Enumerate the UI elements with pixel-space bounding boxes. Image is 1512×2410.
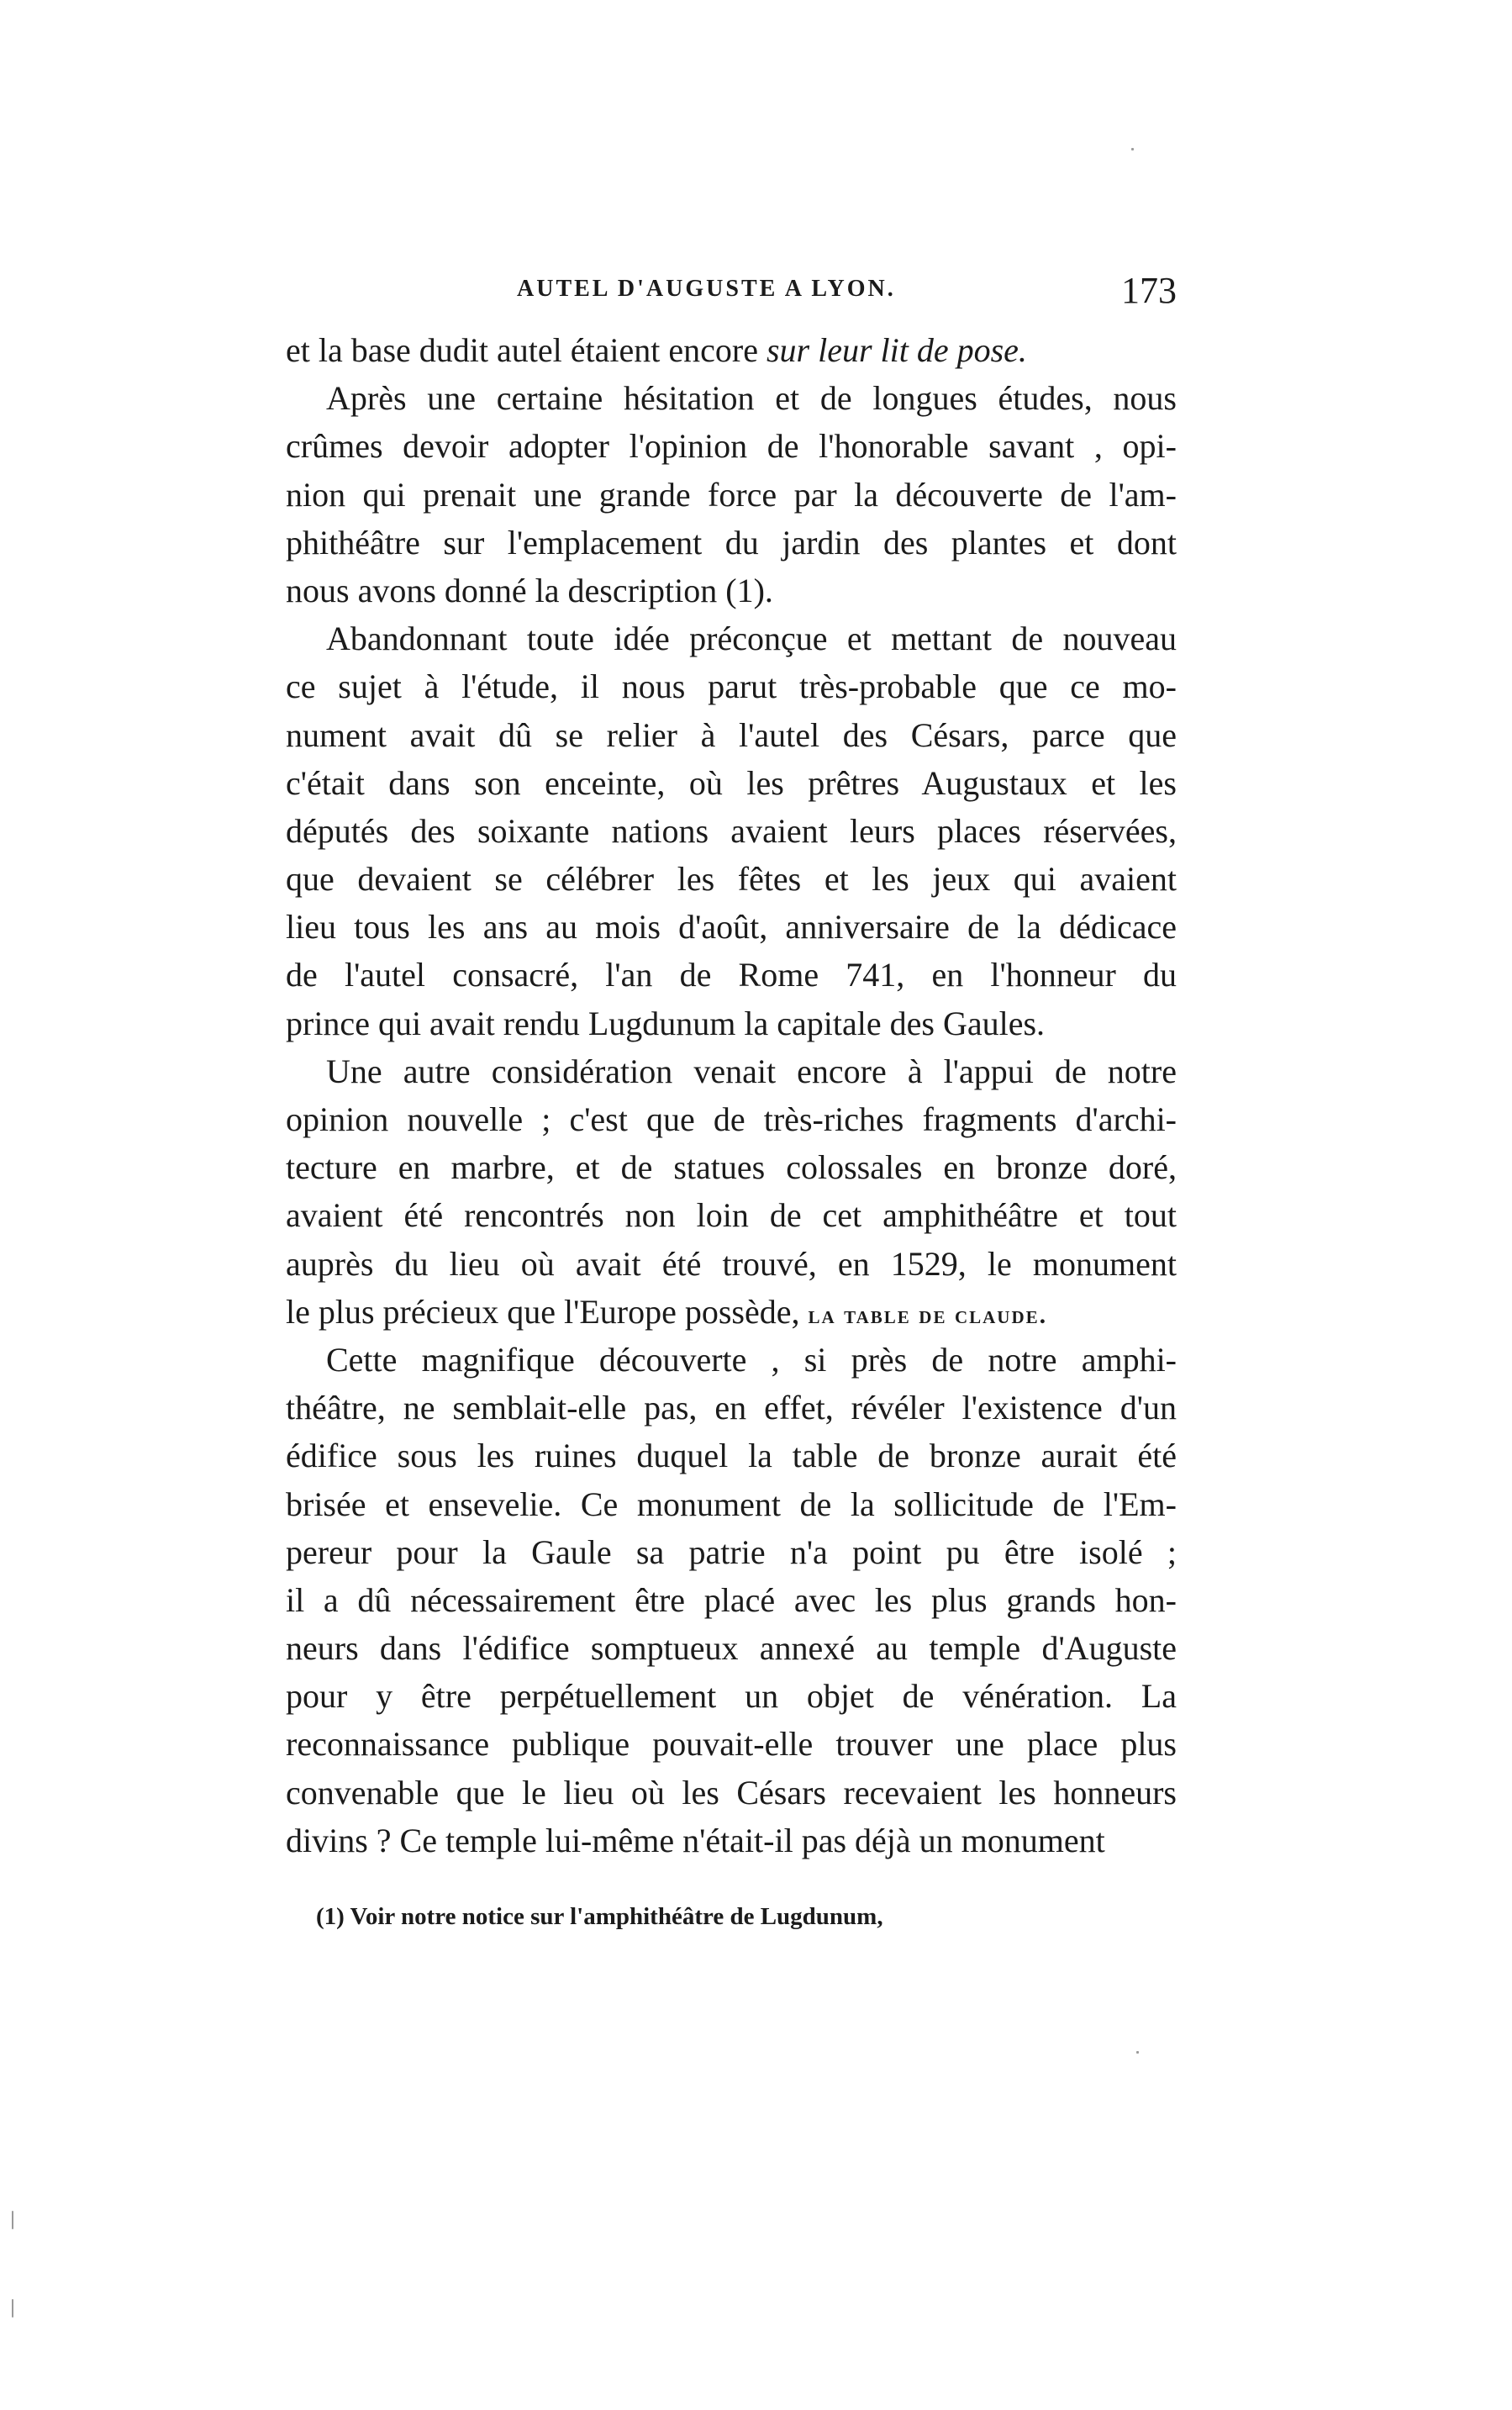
text-line <box>286 807 1177 855</box>
text-line <box>286 1095 1177 1143</box>
footnote: (1) Voir notre notice sur l'amphithéâtre de Lugdunum, <box>316 1903 883 1930</box>
text-line <box>286 519 1177 567</box>
text-run: auprès du lieu où avait été trouvé, en 1529, le monument <box>286 1244 1177 1283</box>
text-line <box>286 471 1177 519</box>
text-line <box>286 1384 1177 1432</box>
text-run: députés des soixante nations avaient leurs places réservées, <box>286 811 1177 850</box>
text-run: divins ? Ce temple lui-même n'était-il pas déjà un monument <box>286 1821 1105 1859</box>
running-head <box>286 269 1177 319</box>
text-line <box>286 1480 1177 1528</box>
text-line <box>286 374 1177 422</box>
text-line <box>286 1769 1177 1817</box>
text-line <box>286 1143 1177 1191</box>
text-line <box>286 903 1177 951</box>
text-line <box>286 1047 1177 1095</box>
text-line <box>286 951 1177 999</box>
scan-speck <box>12 2211 13 2229</box>
text-run: de l'autel consacré, l'an de Rome 741, en l'honneur du <box>286 956 1177 994</box>
text-run: ce sujet à l'étude, il nous parut très-probable que ce mo- <box>286 667 1177 706</box>
text-line <box>286 1817 1177 1864</box>
text-line <box>286 1288 1177 1336</box>
text-line <box>286 759 1177 807</box>
text-line <box>286 1528 1177 1576</box>
scan-speck <box>1136 2051 1139 2054</box>
text-run: le plus précieux que l'Europe possède, <box>286 1292 809 1331</box>
text-line <box>286 855 1177 903</box>
text-run: prince qui avait rendu Lugdunum la capitale des Gaules. <box>286 1004 1046 1042</box>
text-line <box>286 1336 1177 1384</box>
text-run: il a dû nécessairement être placé avec les plus grands hon- <box>286 1580 1177 1619</box>
text-run: Abandonnant toute idée préconçue et mettant de nouveau <box>326 620 1177 658</box>
paragraph <box>286 326 1177 374</box>
text-run: brisée et ensevelie. Ce monument de la sollicitude de l'Em- <box>286 1484 1177 1523</box>
text-line <box>286 1720 1177 1768</box>
text-run: convenable que le lieu où les Césars recevaient les honneurs <box>286 1773 1177 1811</box>
running-title: AUTEL D'AUGUSTE A LYON. <box>517 276 896 302</box>
text-line <box>286 326 1177 374</box>
text-run: édifice sous les ruines duquel la table de bronze aurait été <box>286 1437 1177 1475</box>
text-run: pour y être perpétuellement un objet de vénération. La <box>286 1677 1177 1716</box>
text-run: tecture en marbre, et de statues colossales en bronze doré, <box>286 1148 1177 1187</box>
text-run: opinion nouvelle ; c'est que de très-riches fragments d'archi- <box>286 1100 1177 1138</box>
text-run: théâtre, ne semblait-elle pas, en effet, révéler l'existence d'un <box>286 1389 1177 1427</box>
scan-speck <box>12 2299 13 2318</box>
scan-speck <box>1131 148 1134 150</box>
text-run: reconnaissance publique pouvait-elle trouver une place plus <box>286 1725 1177 1764</box>
text-run: c'était dans son enceinte, où les prêtres Augustaux et les <box>286 763 1177 802</box>
text-line <box>286 662 1177 710</box>
text-run: pereur pour la Gaule sa patrie n'a point pu être isolé ; <box>286 1532 1177 1571</box>
text-run: Cette magnifique découverte , si près de notre amphi- <box>326 1340 1177 1379</box>
smallcaps-title: la table de claude. <box>808 1300 1048 1329</box>
text-run: avaient été rencontrés non loin de cet amphithéâtre et tout <box>286 1196 1177 1235</box>
text-line <box>286 1672 1177 1720</box>
text-run: Après une certaine hésitation et de longues études, nous <box>326 379 1177 418</box>
text-line <box>286 1240 1177 1288</box>
text-line <box>286 567 1177 614</box>
page-number: 173 <box>1121 270 1177 311</box>
body-text <box>286 326 1177 1864</box>
text-run: phithéâtre sur l'emplacement du jardin des plantes et dont <box>286 523 1177 562</box>
text-run: nous avons donné la description (1). <box>286 571 773 609</box>
text-line <box>286 422 1177 470</box>
text-run: et la base dudit autel étaient encore <box>286 331 767 369</box>
text-run: Une autre considération venait encore à l'appui de notre <box>326 1052 1177 1090</box>
text-run: nument avait dû se relier à l'autel des Césars, parce que <box>286 715 1177 754</box>
text-run: lieu tous les ans au mois d'août, anniversaire de la dédicace <box>286 908 1177 947</box>
paragraph <box>286 1336 1177 1864</box>
italic-text: sur leur lit de pose. <box>766 331 1027 369</box>
text-run: neurs dans l'édifice somptueux annexé au temple d'Auguste <box>286 1629 1177 1668</box>
text-line <box>286 1624 1177 1672</box>
text-run: nion qui prenait une grande force par la découverte de l'am- <box>286 475 1177 514</box>
text-line <box>286 614 1177 662</box>
text-line <box>286 711 1177 759</box>
text-line <box>286 1432 1177 1479</box>
text-run: que devaient se célébrer les fêtes et les jeux qui avaient <box>286 860 1177 899</box>
paragraph <box>286 614 1177 1047</box>
text-line <box>286 999 1177 1047</box>
text-line <box>286 1576 1177 1624</box>
text-run: crûmes devoir adopter l'opinion de l'honorable savant , opi- <box>286 427 1177 466</box>
text-line <box>286 1191 1177 1239</box>
paragraph <box>286 1047 1177 1336</box>
paragraph <box>286 374 1177 614</box>
